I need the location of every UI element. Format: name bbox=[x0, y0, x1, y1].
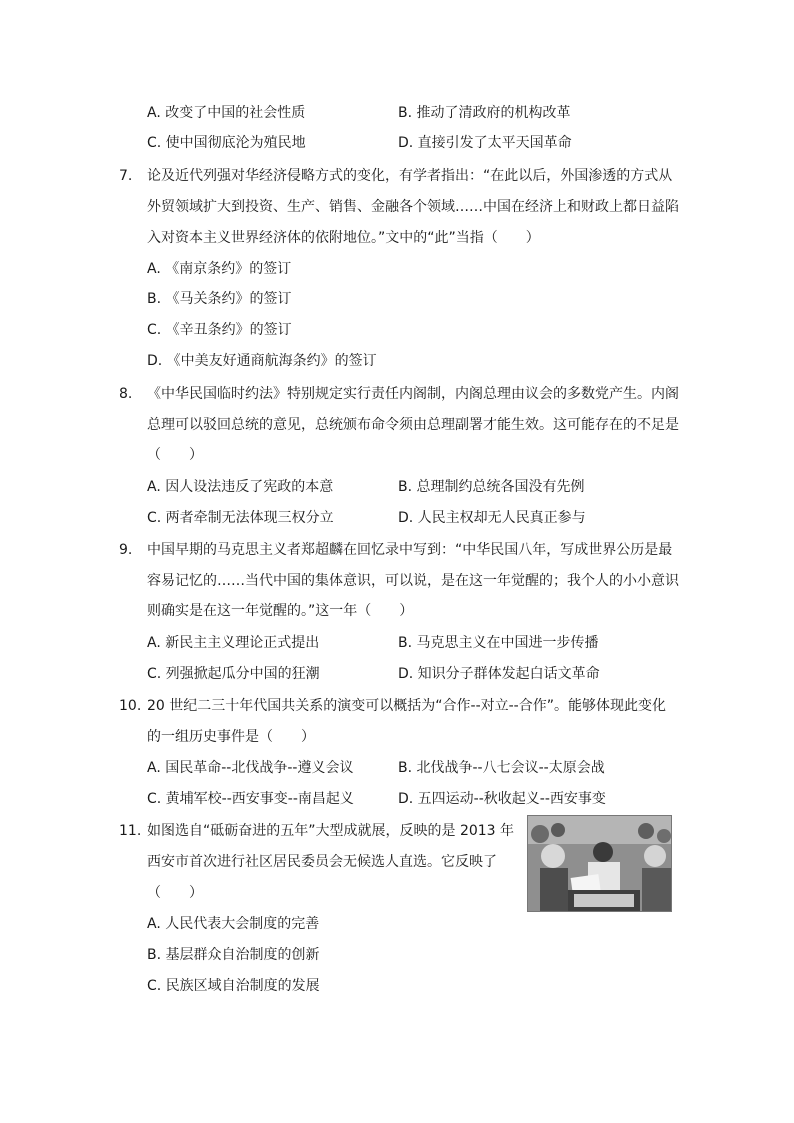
q11-photo-illustration bbox=[528, 816, 671, 911]
q9-stem-line-2: 容易记忆的……当代中国的集体意识，可以说，是在这一年觉醒的；我个人的小小意识 bbox=[147, 573, 679, 589]
q7-number: 7. bbox=[119, 168, 133, 184]
q10-stem-line-1: 20 世纪二三十年代国共关系的演变可以概括为“合作--对立--合作”。能够体现此变化 bbox=[147, 698, 666, 714]
q8-option-c: C. 两者牵制无法体现三权分立 bbox=[147, 510, 334, 526]
q10-stem-line-2: 的一组历史事件是（ ） bbox=[147, 729, 315, 745]
q8-option-b: B. 总理制约总统各国没有先例 bbox=[398, 479, 585, 495]
q10-option-d: D. 五四运动--秋收起义--西安事变 bbox=[398, 791, 606, 807]
q11-option-c: C. 民族区域自治制度的发展 bbox=[147, 978, 320, 994]
q7-option-c: C. 《辛丑条约》的签订 bbox=[147, 322, 292, 338]
q9-option-a: A. 新民主主义理论正式提出 bbox=[147, 635, 320, 651]
q7-stem-line-3: 入对资本主义世界经济体的依附地位。”文中的“此”当指（ ） bbox=[147, 230, 540, 246]
q11-stem-line-2: 西安市首次进行社区居民委员会无候选人直选。它反映了 bbox=[147, 854, 497, 870]
q9-stem-line-3: 则确实是在这一年觉醒的。”这一年（ ） bbox=[147, 603, 414, 619]
q10-option-c: C. 黄埔军校--西安事变--南昌起义 bbox=[147, 791, 354, 807]
q10-option-b: B. 北伐战争--八七会议--太原会战 bbox=[398, 760, 605, 776]
q6-option-c: C. 使中国彻底沦为殖民地 bbox=[147, 135, 306, 151]
q11-number: 11. bbox=[119, 823, 142, 839]
q11-stem-line-1: 如图选自“砥砺奋进的五年”大型成就展，反映的是 2013 年 bbox=[147, 823, 515, 839]
q10-number: 10. bbox=[119, 698, 142, 714]
q9-stem-line-1: 中国早期的马克思主义者郑超麟在回忆录中写到：“中华民国八年，写成世界公历是最 bbox=[147, 542, 673, 558]
q9-option-d: D. 知识分子群体发起白话文革命 bbox=[398, 666, 600, 682]
q7-option-b: B. 《马关条约》的签订 bbox=[147, 291, 292, 307]
q8-stem-line-2: 总理可以驳回总统的意见，总统颁布命令须由总理副署才能生效。这可能存在的不足是 bbox=[147, 417, 679, 433]
q11-photo bbox=[527, 815, 672, 912]
q11-option-a: A. 人民代表大会制度的完善 bbox=[147, 916, 320, 932]
q8-option-a: A. 因人设法违反了宪政的本意 bbox=[147, 479, 334, 495]
q7-stem-line-1: 论及近代列强对华经济侵略方式的变化，有学者指出：“在此以后，外国渗透的方式从 bbox=[147, 168, 673, 184]
q9-number: 9. bbox=[119, 542, 133, 558]
q6-option-a: A. 改变了中国的社会性质 bbox=[147, 105, 306, 121]
q10-option-a: A. 国民革命--北伐战争--遵义会议 bbox=[147, 760, 354, 776]
q6-option-d: D. 直接引发了太平天国革命 bbox=[398, 135, 572, 151]
q11-stem-line-3: （ ） bbox=[147, 885, 203, 901]
q7-option-a: A. 《南京条约》的签订 bbox=[147, 261, 292, 277]
q7-option-d: D. 《中美友好通商航海条约》的签订 bbox=[147, 353, 377, 369]
q7-stem-line-2: 外贸领域扩大到投资、生产、销售、金融各个领域……中国在经济上和财政上都日益陷 bbox=[147, 199, 679, 215]
q8-stem-line-1: 《中华民国临时约法》特别规定实行责任内阁制，内阁总理由议会的多数党产生。内阁 bbox=[147, 386, 679, 402]
q8-stem-line-3: （ ） bbox=[147, 447, 203, 463]
q9-option-c: C. 列强掀起瓜分中国的狂潮 bbox=[147, 666, 320, 682]
q8-number: 8. bbox=[119, 386, 133, 402]
q6-option-b: B. 推动了清政府的机构改革 bbox=[398, 105, 571, 121]
q8-option-d: D. 人民主权却无人民真正参与 bbox=[398, 510, 586, 526]
q9-option-b: B. 马克思主义在中国进一步传播 bbox=[398, 635, 599, 651]
q11-option-b: B. 基层群众自治制度的创新 bbox=[147, 947, 320, 963]
